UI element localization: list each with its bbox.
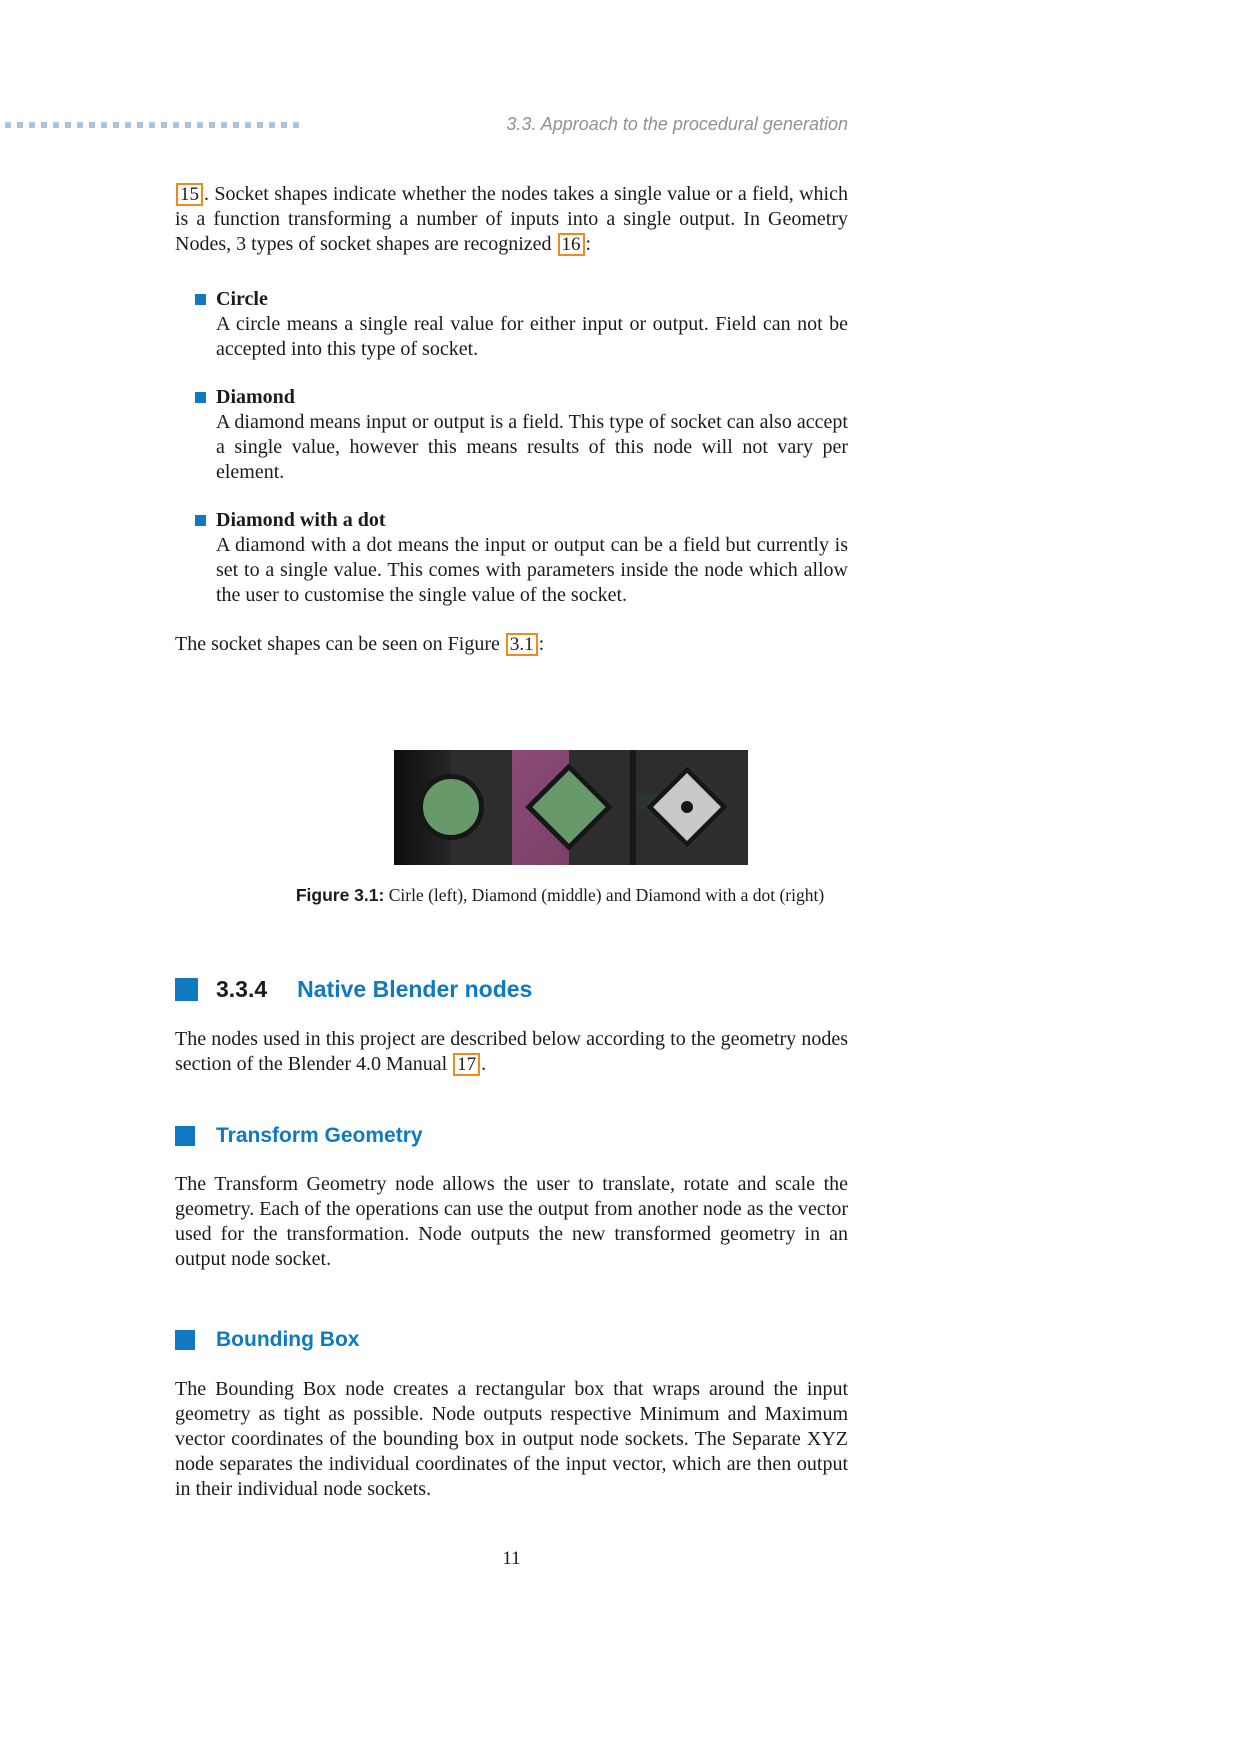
subsection-square-icon: [175, 1330, 195, 1350]
section-intro-paragraph: [175, 1027, 848, 1077]
list-term: Diamond with a dot: [216, 509, 386, 531]
running-section-title: 3.3. Approach to the procedural generation: [506, 114, 848, 134]
list-term: Circle: [216, 288, 268, 310]
header-dot: [101, 122, 107, 128]
page-header: [5, 114, 848, 135]
figure-3-1-image: [394, 750, 748, 865]
citation-link-15[interactable]: 15: [176, 183, 203, 206]
page-number: 11: [502, 1548, 521, 1569]
citation-link-17[interactable]: 17: [453, 1053, 480, 1076]
header-dot: [173, 122, 179, 128]
bullet-square-icon: [195, 392, 206, 403]
bounding-box-paragraph: The Bounding Box node creates a rectangular box that wraps around the input geometry as tight as possible. Node outputs respective Minimum and Maximum vector coordinates of the bounding box in output node sockets. The Separate XYZ node separates the individual coordinates of the input vector, which are then output in their individual node sockets.: [175, 1378, 848, 1500]
subsection-heading-bounding-box: [175, 1328, 359, 1352]
header-dot: [41, 122, 47, 128]
header-dot: [185, 122, 191, 128]
header-dot: [281, 122, 287, 128]
header-dot: [77, 122, 83, 128]
figure-ref-text-2: :: [538, 633, 545, 655]
header-dot: [17, 122, 23, 128]
section-title: Native Blender nodes: [297, 976, 533, 1002]
header-dot: [113, 122, 119, 128]
subsection-square-icon: [175, 1126, 195, 1146]
diamond-with-dot-socket-icon: [646, 766, 728, 848]
header-dot: [65, 122, 71, 128]
figure-caption: [205, 884, 915, 906]
circle-socket-panel: [394, 750, 512, 865]
header-dot: [233, 122, 239, 128]
header-dot: [5, 122, 11, 128]
header-dot: [257, 122, 263, 128]
bullet-square-icon: [195, 294, 206, 305]
header-dot: [209, 122, 215, 128]
header-dot: [53, 122, 59, 128]
list-item-circle: [216, 287, 848, 362]
header-dot: [29, 122, 35, 128]
list-item-diamond-dot: [216, 508, 848, 608]
figure-caption-label: Figure 3.1:: [295, 885, 385, 905]
bullet-square-icon: [195, 515, 206, 526]
header-dot: [125, 122, 131, 128]
list-term: Diamond: [216, 386, 295, 408]
figure-reference-paragraph: [175, 632, 848, 657]
socket-dot-icon: [679, 799, 696, 816]
subsection-heading-transform-geometry: [175, 1124, 423, 1148]
list-desc: A circle means a single real value for either input or output. Field can not be accepted into this type of socket.: [216, 313, 848, 360]
header-dot: [161, 122, 167, 128]
citation-link-16[interactable]: 16: [558, 233, 585, 256]
intro-text-2: :: [585, 233, 592, 255]
header-dotted-rule: [5, 122, 299, 128]
header-dot: [293, 122, 299, 128]
circle-socket-icon: [418, 774, 484, 840]
section-intro-text-1: The nodes used in this project are described below according to the geometry nodes section of the Blender 4.0 Manual: [175, 1028, 848, 1075]
header-dot: [269, 122, 275, 128]
header-dot: [221, 122, 227, 128]
transform-geometry-paragraph: The Transform Geometry node allows the user to translate, rotate and scale the geometry. Each of the operations can use the output from another node as the vector used for the transformation. Node outputs the new transformed geometry in an output node socket.: [175, 1173, 848, 1270]
list-desc: A diamond means input or output is a field. This type of socket can also accept a single value, however this means results of this node will not vary per element.: [216, 411, 848, 483]
header-dot: [89, 122, 95, 128]
figure-caption-text: Cirle (left), Diamond (middle) and Diamond with a dot (right): [384, 885, 825, 905]
header-dot: [197, 122, 203, 128]
diamond-dot-socket-panel: [630, 750, 748, 865]
header-dot: [137, 122, 143, 128]
subsection-title: Transform Geometry: [216, 1124, 423, 1147]
header-dot: [149, 122, 155, 128]
intro-paragraph: [175, 182, 848, 257]
section-number: 3.3.4: [216, 976, 268, 1002]
figure-ref-text-1: The socket shapes can be seen on Figure: [175, 633, 505, 655]
section-heading-3-3-4: [175, 976, 532, 1003]
subsection-title: Bounding Box: [216, 1328, 360, 1351]
section-intro-text-2: .: [481, 1053, 487, 1075]
intro-text-1: . Socket shapes indicate whether the nodes takes a single value or a field, which is a function transforming a number of inputs into a single output. In Geometry Nodes, 3 types of socket shapes are recognized: [175, 183, 848, 255]
section-square-icon: [175, 978, 198, 1001]
list-desc: A diamond with a dot means the input or output can be a field but currently is set to a single value. This comes with parameters inside the node which allow the user to customise the single value of the socket.: [216, 534, 848, 606]
diamond-socket-panel: [512, 750, 630, 865]
figure-ref-link[interactable]: 3.1: [506, 633, 538, 656]
list-item-diamond: [216, 385, 848, 485]
header-dot: [245, 122, 251, 128]
